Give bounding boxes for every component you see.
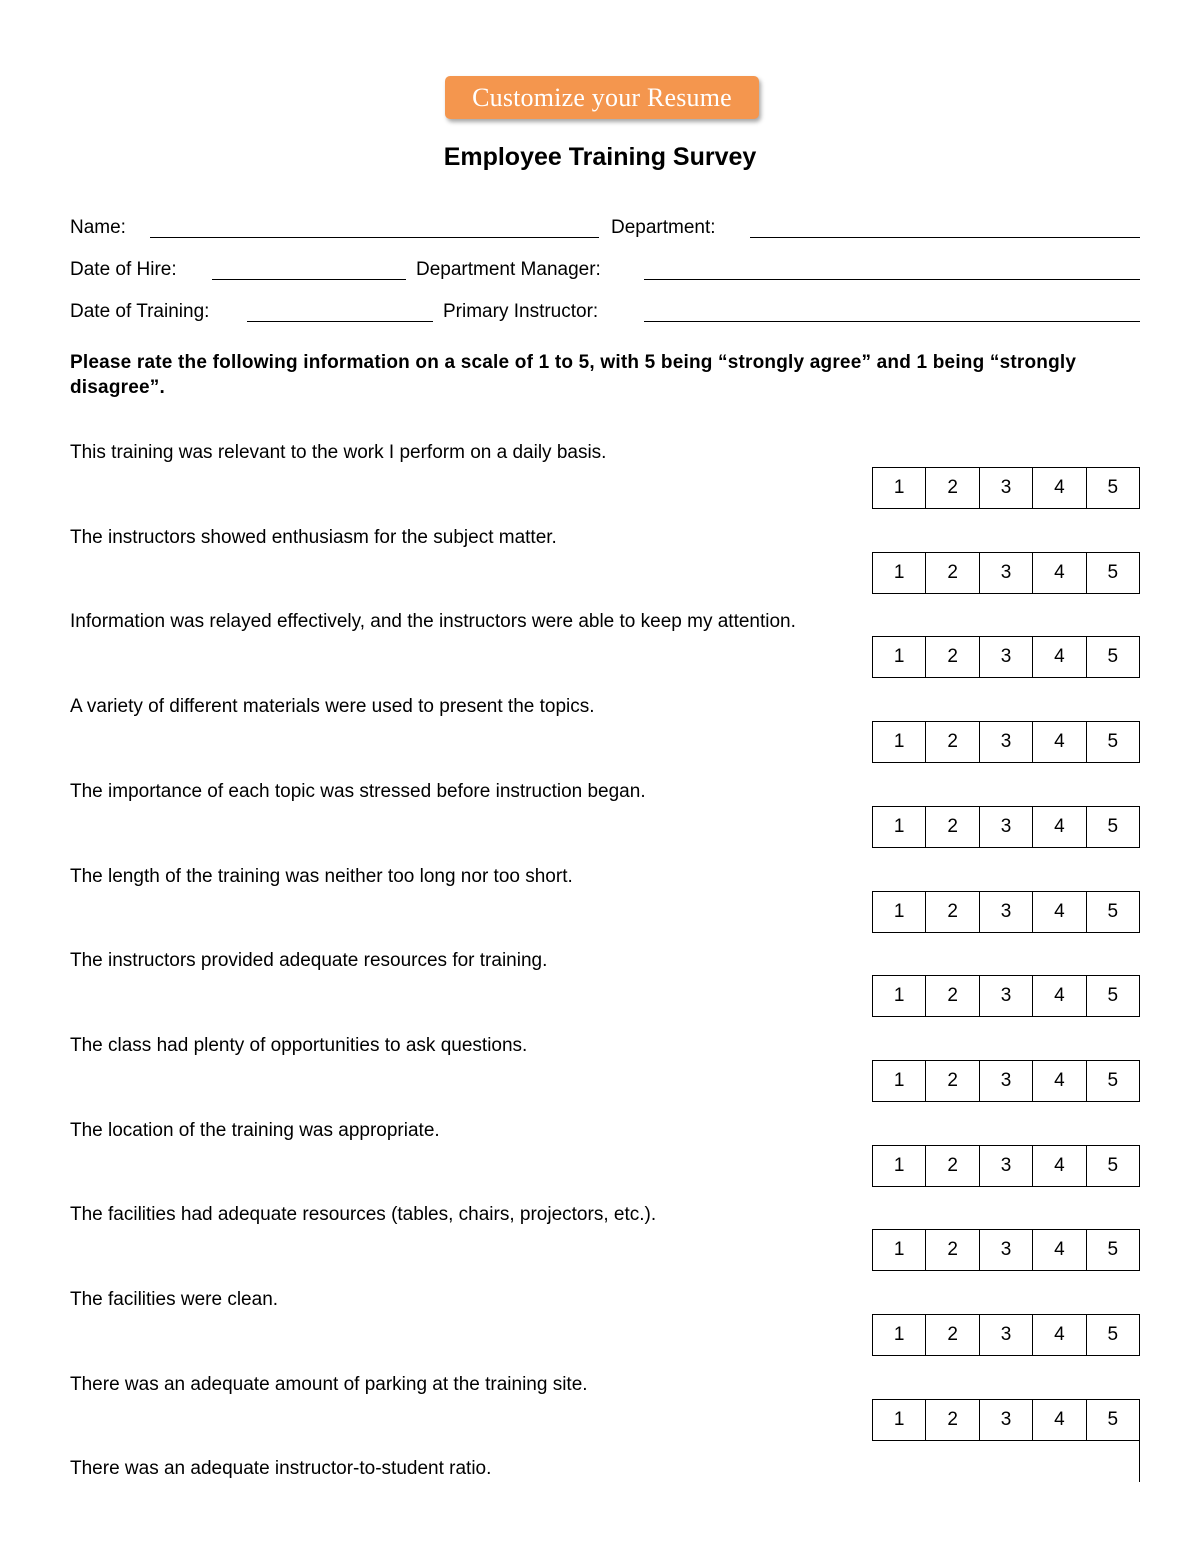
rating-option-5[interactable]: 5 bbox=[1107, 731, 1119, 752]
rating-option-3[interactable]: 3 bbox=[980, 1315, 1033, 1355]
rating-option-5[interactable]: 5 bbox=[1107, 646, 1119, 667]
rating-option-1[interactable]: 1 bbox=[873, 807, 926, 847]
primary-instructor-label: Primary Instructor: bbox=[443, 301, 599, 322]
rating-scale bbox=[872, 1229, 1140, 1271]
question-text: A variety of different materials were used to present the topics. bbox=[70, 696, 595, 717]
rating-option-4[interactable]: 4 bbox=[1033, 976, 1086, 1016]
rating-option-5[interactable]: 5 bbox=[1107, 901, 1119, 922]
survey-question bbox=[70, 1373, 1140, 1453]
rating-option-5[interactable]: 5 bbox=[1107, 1155, 1119, 1176]
rating-option-3[interactable]: 3 bbox=[980, 976, 1033, 1016]
rating-option-1[interactable]: 1 bbox=[873, 468, 926, 508]
rating-option-4[interactable]: 4 bbox=[1033, 468, 1086, 508]
rating-scale bbox=[872, 891, 1140, 933]
question-text: The length of the training was neither too long nor too short. bbox=[70, 866, 573, 887]
department-label: Department: bbox=[611, 217, 716, 238]
rating-scale bbox=[872, 721, 1140, 763]
rating-instructions: Please rate the following information on a scale of 1 to 5, with 5 being “strongly agree” and 1 being “strongly disagree”. bbox=[70, 352, 1077, 398]
rating-option-2[interactable]: 2 bbox=[926, 1315, 979, 1355]
question-text: The facilities were clean. bbox=[70, 1289, 279, 1310]
rating-option-3[interactable]: 3 bbox=[980, 1061, 1033, 1101]
rating-scale bbox=[872, 467, 1140, 509]
survey-question bbox=[70, 1119, 1140, 1199]
field-row-training-instructor bbox=[70, 296, 1140, 328]
rating-option-5[interactable]: 5 bbox=[1107, 816, 1119, 837]
rating-box-edge bbox=[1139, 1440, 1140, 1482]
page-title: Employee Training Survey bbox=[443, 143, 757, 171]
rating-option-3[interactable]: 3 bbox=[980, 637, 1033, 677]
survey-question bbox=[70, 1288, 1140, 1368]
rating-option-2[interactable]: 2 bbox=[926, 807, 979, 847]
department-manager-label: Department Manager: bbox=[416, 259, 601, 280]
question-text: This training was relevant to the work I perform on a daily basis. bbox=[70, 442, 607, 463]
rating-option-4[interactable]: 4 bbox=[1033, 553, 1086, 593]
rating-option-5[interactable]: 5 bbox=[1107, 985, 1119, 1006]
date-of-hire-label: Date of Hire: bbox=[70, 259, 177, 280]
name-field[interactable] bbox=[150, 237, 599, 238]
rating-option-2[interactable]: 2 bbox=[926, 637, 979, 677]
rating-option-3[interactable]: 3 bbox=[980, 1400, 1033, 1440]
survey-question bbox=[70, 949, 1140, 1029]
rating-option-3[interactable]: 3 bbox=[980, 807, 1033, 847]
survey-question bbox=[70, 780, 1140, 860]
rating-scale bbox=[872, 552, 1140, 594]
rating-option-1[interactable]: 1 bbox=[873, 722, 926, 762]
rating-option-1[interactable]: 1 bbox=[873, 1315, 926, 1355]
question-text: The facilities had adequate resources (tables, chairs, projectors, etc.). bbox=[70, 1204, 657, 1225]
rating-scale bbox=[872, 636, 1140, 678]
rating-scale bbox=[872, 1399, 1140, 1441]
rating-option-5[interactable]: 5 bbox=[1107, 477, 1119, 498]
survey-question bbox=[70, 1034, 1140, 1114]
question-text: The location of the training was appropriate. bbox=[70, 1120, 440, 1141]
question-text: The importance of each topic was stressed before instruction began. bbox=[70, 781, 646, 802]
rating-option-4[interactable]: 4 bbox=[1033, 1400, 1086, 1440]
rating-option-2[interactable]: 2 bbox=[926, 722, 979, 762]
survey-question bbox=[70, 526, 1140, 606]
rating-option-5[interactable]: 5 bbox=[1107, 1409, 1119, 1430]
rating-option-1[interactable]: 1 bbox=[873, 976, 926, 1016]
rating-option-4[interactable]: 4 bbox=[1033, 1146, 1086, 1186]
question-text: The instructors provided adequate resources for training. bbox=[70, 950, 548, 971]
rating-option-4[interactable]: 4 bbox=[1033, 637, 1086, 677]
rating-option-3[interactable]: 3 bbox=[980, 1146, 1033, 1186]
rating-option-2[interactable]: 2 bbox=[926, 1400, 979, 1440]
survey-question bbox=[70, 1203, 1140, 1283]
survey-question bbox=[70, 865, 1140, 945]
rating-option-2[interactable]: 2 bbox=[926, 468, 979, 508]
rating-option-1[interactable]: 1 bbox=[873, 637, 926, 677]
field-row-hire-manager bbox=[70, 254, 1140, 286]
rating-option-3[interactable]: 3 bbox=[980, 468, 1033, 508]
rating-option-1[interactable]: 1 bbox=[873, 553, 926, 593]
rating-option-2[interactable]: 2 bbox=[926, 892, 979, 932]
rating-scale bbox=[872, 975, 1140, 1017]
survey-question bbox=[70, 695, 1140, 775]
rating-option-4[interactable]: 4 bbox=[1033, 1061, 1086, 1101]
rating-option-2[interactable]: 2 bbox=[926, 976, 979, 1016]
survey-question bbox=[70, 441, 1140, 521]
rating-option-5[interactable]: 5 bbox=[1107, 1070, 1119, 1091]
rating-option-4[interactable]: 4 bbox=[1033, 722, 1086, 762]
rating-option-5[interactable]: 5 bbox=[1107, 1239, 1119, 1260]
question-text: The instructors showed enthusiasm for the subject matter. bbox=[70, 527, 557, 548]
rating-option-3[interactable]: 3 bbox=[980, 1230, 1033, 1270]
question-text: There was an adequate instructor-to-student ratio. bbox=[70, 1458, 492, 1479]
rating-option-2[interactable]: 2 bbox=[926, 1146, 979, 1186]
field-row-name-department bbox=[70, 212, 1140, 244]
rating-option-1[interactable]: 1 bbox=[873, 1400, 926, 1440]
question-text: The class had plenty of opportunities to ask questions. bbox=[70, 1035, 528, 1056]
rating-option-1[interactable]: 1 bbox=[873, 1146, 926, 1186]
name-label: Name: bbox=[70, 217, 126, 238]
rating-option-3[interactable]: 3 bbox=[980, 553, 1033, 593]
department-manager-field[interactable] bbox=[644, 279, 1140, 280]
rating-scale bbox=[872, 1145, 1140, 1187]
date-of-hire-field[interactable] bbox=[212, 279, 406, 280]
rating-scale bbox=[872, 806, 1140, 848]
rating-option-1[interactable]: 1 bbox=[873, 1061, 926, 1101]
rating-option-1[interactable]: 1 bbox=[873, 1230, 926, 1270]
rating-option-4[interactable]: 4 bbox=[1033, 1315, 1086, 1355]
department-field[interactable] bbox=[750, 237, 1140, 238]
rating-option-5[interactable]: 5 bbox=[1107, 1324, 1119, 1345]
date-of-training-field[interactable] bbox=[247, 321, 433, 322]
rating-option-1[interactable]: 1 bbox=[873, 892, 926, 932]
question-text: There was an adequate amount of parking at the training site. bbox=[70, 1374, 588, 1395]
survey-question bbox=[70, 610, 1140, 690]
customize-resume-button[interactable]: Customize your Resume bbox=[445, 76, 759, 119]
rating-option-2[interactable]: 2 bbox=[926, 553, 979, 593]
rating-option-4[interactable]: 4 bbox=[1033, 807, 1086, 847]
rating-option-4[interactable]: 4 bbox=[1033, 892, 1086, 932]
rating-scale bbox=[872, 1060, 1140, 1102]
rating-option-3[interactable]: 3 bbox=[980, 892, 1033, 932]
rating-option-4[interactable]: 4 bbox=[1033, 1230, 1086, 1270]
primary-instructor-field[interactable] bbox=[644, 321, 1140, 322]
survey-question bbox=[70, 1457, 1140, 1537]
rating-option-3[interactable]: 3 bbox=[980, 722, 1033, 762]
date-of-training-label: Date of Training: bbox=[70, 301, 210, 322]
rating-option-5[interactable]: 5 bbox=[1107, 562, 1119, 583]
rating-scale bbox=[872, 1314, 1140, 1356]
rating-option-2[interactable]: 2 bbox=[926, 1061, 979, 1101]
question-text: Information was relayed effectively, and the instructors were able to keep my attention. bbox=[70, 611, 796, 632]
rating-option-2[interactable]: 2 bbox=[926, 1230, 979, 1270]
